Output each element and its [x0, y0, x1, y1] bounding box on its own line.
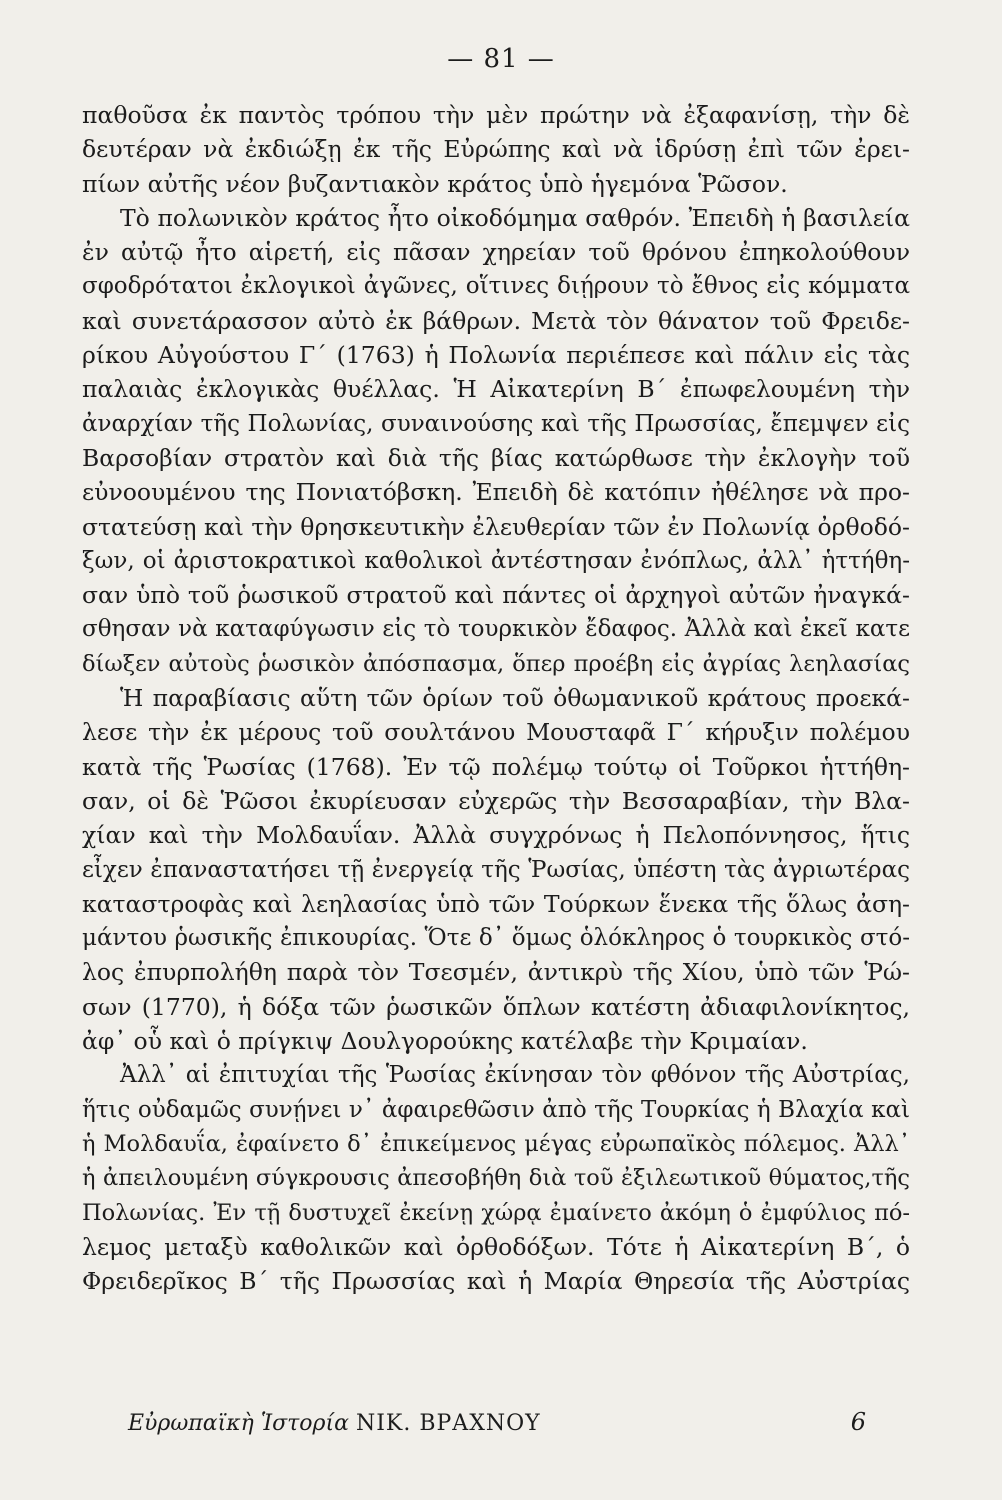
text-line: ἀφ᾽ οὗ καὶ ὁ πρίγκιψ Δουλγορούκης κατέλαβε τὴν Κριμαίαν.: [82, 1027, 808, 1056]
text-line: λεμος μεταξὺ καθολικῶν καὶ ὀρθοδόξων. Τότε ἡ Αἰκατερίνη Β΄, ὁ: [82, 1232, 910, 1261]
text-line: εὐνοουμένου της Πονιατόβσκη. Ἐπειδὴ δὲ κατόπιν ἠθέλησε νὰ προ-: [82, 478, 910, 507]
text-line: κατὰ τῆς Ῥωσίας (1768). Ἐν τῷ πολέμῳ τούτῳ οἱ Τοῦρκοι ἡττήθη-: [82, 752, 910, 781]
text-line: Ἀλλ᾽ αἱ ἐπιτυχίαι τῆς Ῥωσίας ἐκίνησαν τὸν φθόνον τῆς Αὐστρίας,: [120, 1062, 910, 1089]
text-line: σαν, οἱ δὲ Ῥῶσοι ἐκυρίευσαν εὐχερῶς τὴν Βεσσαραβίαν, τὴν Βλα-: [82, 786, 910, 815]
text-line: δευτέραν νὰ ἐκδιώξῃ ἐκ τῆς Εὐρώπης καὶ νὰ ἱδρύσῃ ἐπὶ τῶν ἐρει-: [82, 135, 910, 164]
text-line: σων (1770), ἡ δόξα τῶν ῥωσικῶν ὅπλων κατέστη ἀδιαφιλονίκητος,: [82, 992, 910, 1021]
text-line: παθοῦσα ἐκ παντὸς τρόπου τὴν μὲν πρώτην νὰ ἐξαφανίσῃ, τὴν δὲ: [82, 101, 910, 129]
text-line: Βαρσοβίαν στρατὸν καὶ διὰ τῆς βίας κατώρθωσε τὴν ἐκλογὴν τοῦ: [82, 443, 910, 472]
text-line: ἀναρχίαν τῆς Πολωνίας, συναινούσης καὶ τῆς Πρωσσίας, ἔπεμψεν εἰς: [82, 410, 910, 437]
text-line: ἥτις οὐδαμῶς συνῄνει ν᾽ ἀφαιρεθῶσιν ἀπὸ τῆς Τουρκίας ἡ Βλαχία καὶ: [82, 1096, 910, 1123]
text-line: σθησαν νὰ καταφύγωσιν εἰς τὸ τουρκικὸν ἔδαφος. Ἀλλὰ καὶ ἐκεῖ κατε: [82, 616, 910, 643]
text-line: παλαιὰς ἐκλογικὰς θυέλλας. Ἡ Αἰκατερίνη Β΄ ἐπωφελουμένη τὴν: [82, 375, 910, 404]
text-line: ξων, οἱ ἀριστοκρατικοὶ καθολικοὶ ἀντέστησαν ἐνόπλως, ἀλλ᾽ ἡττήθη-: [82, 547, 910, 574]
footer-book-credit: [128, 1411, 541, 1436]
footer-sheet-number: 6: [850, 1408, 866, 1436]
text-line: πίων αὐτῆς νέον βυζαντιακὸν κράτος ὑπὸ ἡγεμόνα Ῥῶσον.: [82, 169, 788, 198]
text-line: ρίκου Αὐγούστου Γ΄ (1763) ἡ Πολωνία περιέπεσε καὶ πάλιν εἰς τὰς: [82, 341, 910, 370]
text-line: δίωξεν αὐτοὺς ῥωσικὸν ἀπόσπασμα, ὅπερ προέβη εἰς ἀγρίας λεηλασίας: [82, 650, 910, 677]
text-line: ἐν αὐτῷ ἦτο αἱρετή, εἰς πᾶσαν χηρείαν τοῦ θρόνου ἐπηκολούθουν: [82, 238, 910, 267]
text-line: καταστροφὰς καὶ λεηλασίας ὑπὸ τῶν Τούρκων ἕνεκα τῆς ὅλως ἀση-: [82, 889, 910, 918]
text-line: λεσε τὴν ἐκ μέρους τοῦ σουλτάνου Μουσταφᾶ Γ΄ κήρυξιν πολέμου: [82, 718, 910, 747]
body-text: [82, 98, 910, 1298]
text-line: καὶ συνετάρασσον αὐτὸ ἐκ βάθρων. Μετὰ τὸν θάνατον τοῦ Φρειδε-: [82, 306, 910, 335]
text-line: εἶχεν ἐπαναστατήσει τῇ ἐνεργείᾳ τῆς Ῥωσίας, ὑπέστη τὰς ἀγριωτέρας: [82, 856, 910, 883]
text-line: ἡ Μολδαυΐα, ἐφαίνετο δ᾽ ἐπικείμενος μέγας εὐρωπαϊκὸς πόλεμος. Ἀλλ᾽: [82, 1130, 910, 1157]
footer-author: ΝΙΚ. ΒΡΑΧΝΟΥ: [355, 1411, 541, 1436]
text-line: Ἡ παραβίασις αὕτη τῶν ὁρίων τοῦ ὀθωμανικοῦ κράτους προεκά-: [120, 684, 910, 713]
text-line: ἡ ἀπειλουμένη σύγκρουσις ἀπεσοβήθη διὰ τοῦ ἐξιλεωτικοῦ θύματος,τῆς: [82, 1165, 910, 1192]
page-number: — 81 —: [447, 44, 555, 74]
text-line: σφοδρότατοι ἐκλογικοὶ ἀγῶνες, οἵτινες διῄρουν τὸ ἔθνος εἰς κόμματα: [82, 273, 910, 300]
text-line: στατεύσῃ καὶ τὴν θρησκευτικὴν ἐλευθερίαν τῶν ἐν Πολωνίᾳ ὀρθοδό-: [82, 512, 910, 541]
footer-book-title: Εὐρωπαϊκὴ Ἱστορία: [128, 1411, 349, 1436]
text-line: σαν ὑπὸ τοῦ ῥωσικοῦ στρατοῦ καὶ πάντες οἱ ἀρχηγοὶ αὐτῶν ἠναγκά-: [82, 581, 910, 610]
text-line: Φρειδερῖκος Β΄ τῆς Πρωσσίας καὶ ἡ Μαρία Θηρεσία τῆς Αὐστρίας: [82, 1267, 910, 1296]
text-line: χίαν καὶ τὴν Μολδαυΐαν. Ἀλλὰ συγχρόνως ἡ Πελοπόννησος, ἥτις: [82, 821, 910, 850]
text-line: Τὸ πολωνικὸν κράτος ἦτο οἰκοδόμημα σαθρόν. Ἐπειδὴ ἡ βασιλεία: [120, 203, 910, 232]
text-line: μάντου ῥωσικῆς ἐπικουρίας. Ὅτε δ᾽ ὅμως ὁλόκληρος ὁ τουρκικὸς στό-: [82, 925, 910, 952]
text-line: λος ἐπυρπολήθη παρὰ τὸν Τσεσμέν, ἀντικρὺ τῆς Χίου, ὑπὸ τῶν Ῥώ-: [82, 958, 910, 987]
page-footer: [128, 1408, 866, 1436]
text-line: Πολωνίας. Ἐν τῇ δυστυχεῖ ἐκείνῃ χώρᾳ ἐμαίνετο ἀκόμη ὁ ἐμφύλιος πό-: [82, 1199, 910, 1226]
